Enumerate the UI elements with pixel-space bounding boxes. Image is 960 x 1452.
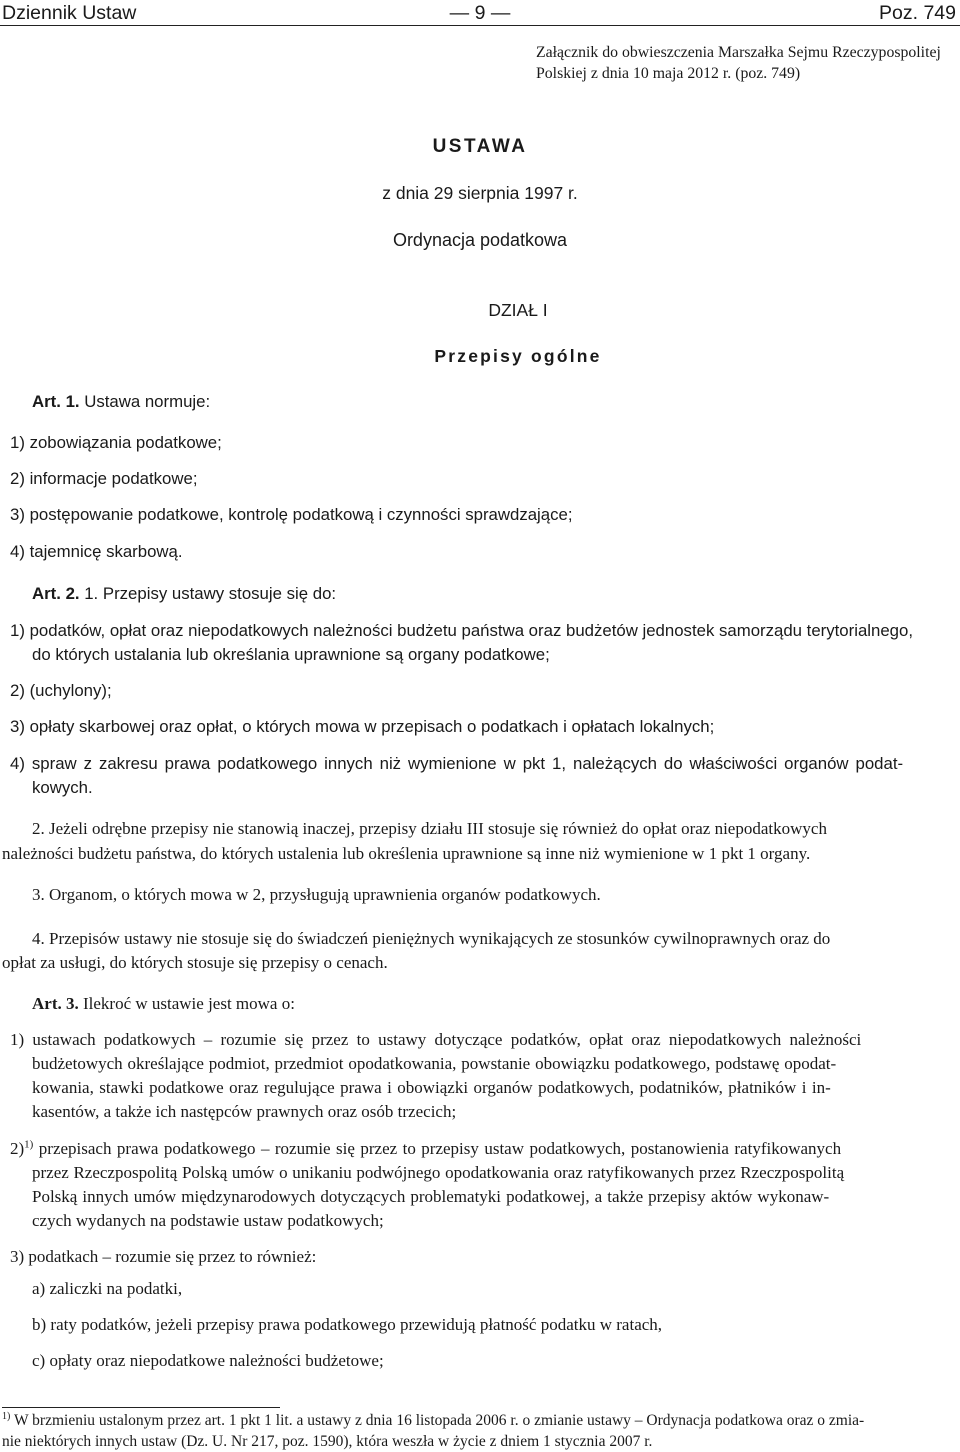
art1-item-1: 1) zobowiązania podatkowe; [10,433,222,452]
art3-item-2-text: przepisach prawa podatkowego – rozumie się przez to przepisy ustaw podatkowych, postanowienia ratyfikowanych [33,1139,842,1158]
footnote-line-1: W brzmieniu ustalonym przez art. 1 pkt 1 lit. a ustawy z dnia 16 listopada 2006 r. o zmianie ustawy – Ordynacja podatkowa oraz o zmia- [10,1412,865,1429]
art2-item-1-line-2: do których ustalania lub określania uprawnione są organy podatkowe; [32,645,550,664]
footnote-line-2: nie niektórych innych ustaw (Dz. U. Nr 217, poz. 1590), która weszła w życie z dniem 1 stycznia 2007 r. [2,1433,653,1450]
footnote-reference: 1) [24,1138,34,1151]
art3-intro: Ilekroć w ustawie jest mowa o: [78,994,295,1013]
art2-item-4-line-2: kowych. [32,778,93,797]
art2-par3: 3. Organom, o których mowa w 2, przysługują uprawnienia organów podatkowych. [32,885,601,904]
division-title: Przepisy ogólne [434,346,602,366]
art3-subitem-b: b) raty podatków, jeżeli przepisy prawa podatkowego przewidują płatność podatku w ratach, [32,1315,663,1334]
art2-item-1-line-1: 1) podatków, opłat oraz niepodatkowych należności budżetu państwa oraz budżetów jednostek samorządu terytorialnego, [10,621,914,640]
art1-heading [32,390,210,414]
division-number: DZIAŁ I [488,300,548,320]
art3-item-2-number: 2) [10,1139,25,1158]
art3-item-3: 3) podatkach – rozumie się przez to również: [10,1247,317,1266]
art1-item-3: 3) postępowanie podatkowe, kontrolę podatkową i czynności sprawdzające; [10,505,573,524]
art3-item-2-line-1 [10,1137,841,1161]
annex-line-1: Załącznik do obwieszczenia Marszałka Sejmu Rzeczypospolitej [536,44,941,61]
art2-item-4-line-1: 4) spraw z zakresu prawa podatkowego innych niż wymienione w pkt 1, należących do właściwości organów podat- [10,754,904,773]
art2-par4-line-1: 4. Przepisów ustawy nie stosuje się do świadczeń pieniężnych wynikających ze stosunków cywilnoprawnych oraz do [32,929,831,948]
art2-par4-line-2: opłat za usługi, do których stosuje się przepisy o cenach. [2,953,388,972]
art1-intro: Ustawa normuje: [79,392,211,411]
act-type: USTAWA [432,136,528,157]
art3-item-2-line-4: czych wydanych na podstawie ustaw podatkowych; [32,1211,384,1230]
art3-item-1-line-4: kasentów, a także ich następców prawnych oraz osób trzecich; [32,1102,457,1121]
act-name: Ordynacja podatkowa [392,230,568,250]
art1-item-2: 2) informacje podatkowe; [10,469,198,488]
art1-item-4: 4) tajemnicę skarbową. [10,542,183,561]
art3-item-1-line-3: kowania, stawki podatkowe oraz regulujące prawa i obowiązki organów podatkowych, podatników, płatników i in- [32,1078,831,1097]
art3-subitem-a: a) zaliczki na podatki, [32,1279,183,1298]
art2-label: Art. 2. [32,584,80,603]
art3-subitem-c: c) opłaty oraz niepodatkowe należności budżetowe; [32,1351,384,1370]
art2-par1-intro: 1. Przepisy ustawy stosuje się do: [79,584,337,603]
footnote-mark: 1) [2,1410,11,1422]
footnote-rule [2,1407,280,1408]
page-number: — 9 — [449,2,511,24]
position-number: Poz. 749 [879,2,956,24]
art3-heading [32,992,295,1016]
art3-label: Art. 3. [32,994,79,1013]
act-date: z dnia 29 sierpnia 1997 r. [382,183,578,203]
art2-par2-line-1: 2. Jeżeli odrębne przepisy nie stanowią inaczej, przepisy działu III stosuje się również do opłat oraz niepodatkowych [32,819,827,838]
art2-item-2: 2) (uchylony); [10,681,112,700]
art3-item-1-line-1: 1) ustawach podatkowych – rozumie się przez to ustawy dotyczące podatków, opłat oraz niepodatkowych należności [10,1030,862,1049]
art2-item-3: 3) opłaty skarbowej oraz opłat, o których mowa w przepisach o podatkach i opłatach lokalnych; [10,717,715,736]
annex-line-2: Polskiej z dnia 10 maja 2012 r. (poz. 749) [536,65,801,82]
header-rule [0,25,960,26]
art3-item-2-line-3: Polską innych umów międzynarodowych dotyczących problematyki podatkowej, a także przepisy aktów wykonaw- [32,1187,830,1206]
art2-par2-line-2: należności budżetu państwa, do których ustalenia lub określenia uprawnione są inne niż wymienione w 1 pkt 1 organy. [2,844,811,863]
art1-label: Art. 1. [32,392,80,411]
footnote [2,1410,958,1452]
art3-item-2-line-2: przez Rzeczpospolitą Polską umów o unikaniu podwójnego opodatkowania oraz ratyfikowanych przez Rzeczpospolitą [32,1163,845,1182]
art3-item-1-line-2: budżetowych określające podmiot, przedmiot opodatkowania, powstanie obowiązku podatkowego, podstawę opodat- [32,1054,837,1073]
journal-title: Dziennik Ustaw [2,2,137,24]
art2-heading [32,582,336,606]
